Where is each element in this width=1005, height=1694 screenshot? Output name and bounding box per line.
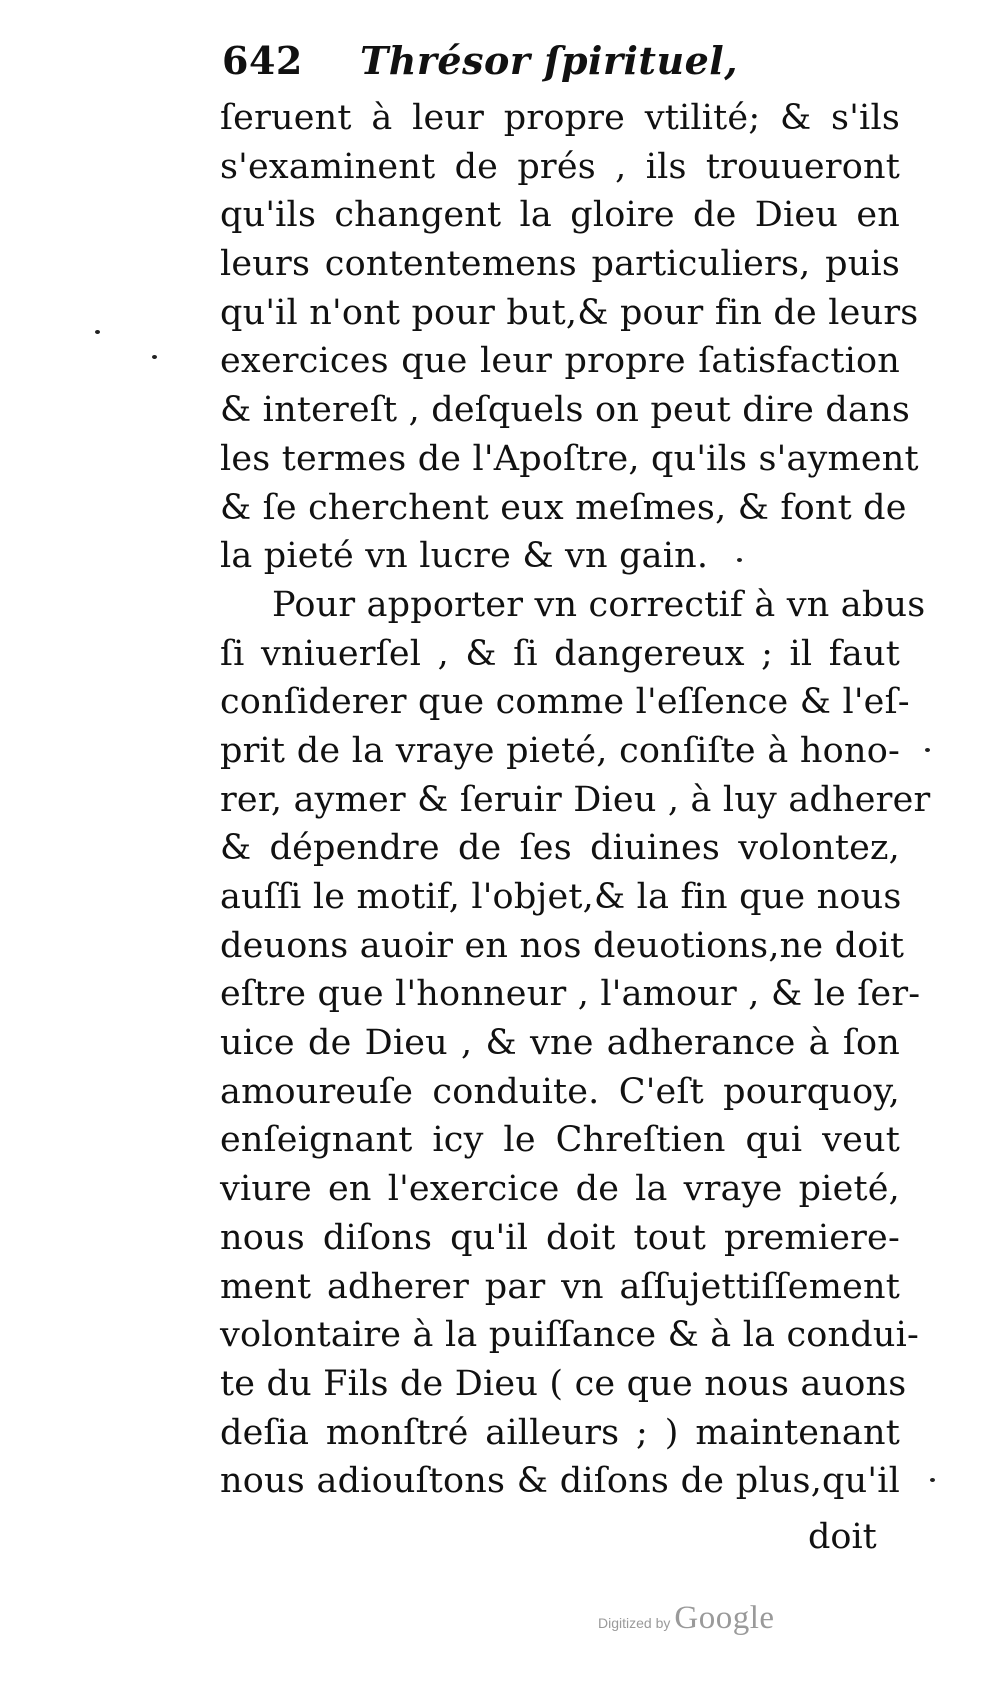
text-line: conſiderer que comme l'eſſence & l'eſ- xyxy=(220,682,910,723)
paragraph-start-line: Pour apporter vn correctif à vn abus xyxy=(272,584,926,625)
text-line: qu'ils changent la gloire de Dieu en xyxy=(220,195,900,236)
text-line: les termes de l'Apoſtre, qu'ils s'ayment xyxy=(220,438,919,479)
page-number: 642 xyxy=(222,38,303,83)
text-line: s'examinent de prés , ils trouueront xyxy=(220,146,900,187)
text-line: leurs contentemens particuliers, puis xyxy=(220,244,900,285)
running-title: Thrésor ſpirituel, xyxy=(360,38,738,83)
text-line: ſi vniuerſel , & ſi dangereux ; il faut xyxy=(220,633,900,674)
text-line: viure en l'exercice de la vraye pieté, xyxy=(220,1169,900,1210)
text-line: & intereſt , deſquels on peut dire dans xyxy=(220,390,910,431)
text-line: prit de la vraye pieté, conſiſte à hono- xyxy=(220,730,900,771)
text-line: qu'il n'ont pour but,& pour fin de leurs xyxy=(220,292,919,333)
text-line: volontaire à la puiſſance & à la condui- xyxy=(220,1315,920,1356)
text-line: enſeignant icy le Chreſtien qui veut xyxy=(220,1120,900,1161)
text-line: nous adiouſtons & diſons de plus,qu'il xyxy=(220,1461,900,1502)
text-line: auſſi le motif, l'objet,& la fin que nous xyxy=(220,877,902,917)
text-line: eſtre que l'honneur , l'amour , & le ſer- xyxy=(220,974,921,1015)
ink-speck xyxy=(95,330,100,334)
text-line: & ſe cherchent eux meſmes, & font de xyxy=(220,487,907,528)
text-line: nous diſons qu'il doit tout premiere- xyxy=(220,1217,900,1258)
text-line: deſia monſtré ailleurs ; ) maintenant xyxy=(220,1412,900,1453)
text-line: amoureuſe conduite. C'eſt pourquoy, xyxy=(220,1071,900,1112)
text-line: ment adherer par vn aſſujettiſſement xyxy=(220,1266,900,1307)
ink-speck xyxy=(152,355,157,359)
ink-speck xyxy=(930,1478,935,1482)
text-line: la pieté vn lucre & vn gain. xyxy=(220,536,709,577)
text-line: & dépendre de ſes diuines volontez, xyxy=(220,828,900,869)
text-line: exercices que leur propre ſatisfaction xyxy=(220,341,900,382)
text-line: te du Fils de Dieu ( ce que nous auons xyxy=(220,1363,907,1404)
watermark-digitized-label: Digitized by xyxy=(598,1615,671,1631)
text-line: rer, aymer & ſeruir Dieu , à luy adherer xyxy=(220,779,931,820)
body-text xyxy=(220,94,931,1506)
text-line: deuons auoir en nos deuotions,ne doit xyxy=(220,925,905,966)
text-line: uice de Dieu , & vne adherance à ſon xyxy=(220,1023,900,1064)
digitized-by-google-watermark xyxy=(598,1600,775,1640)
catchword: doit xyxy=(808,1517,877,1557)
text-line: ſeruent à leur propre vtilité; & s'ils xyxy=(220,98,900,138)
ink-speck xyxy=(737,558,742,562)
ink-speck xyxy=(925,748,930,752)
running-head xyxy=(222,38,782,88)
google-logo: Google xyxy=(674,1600,775,1636)
